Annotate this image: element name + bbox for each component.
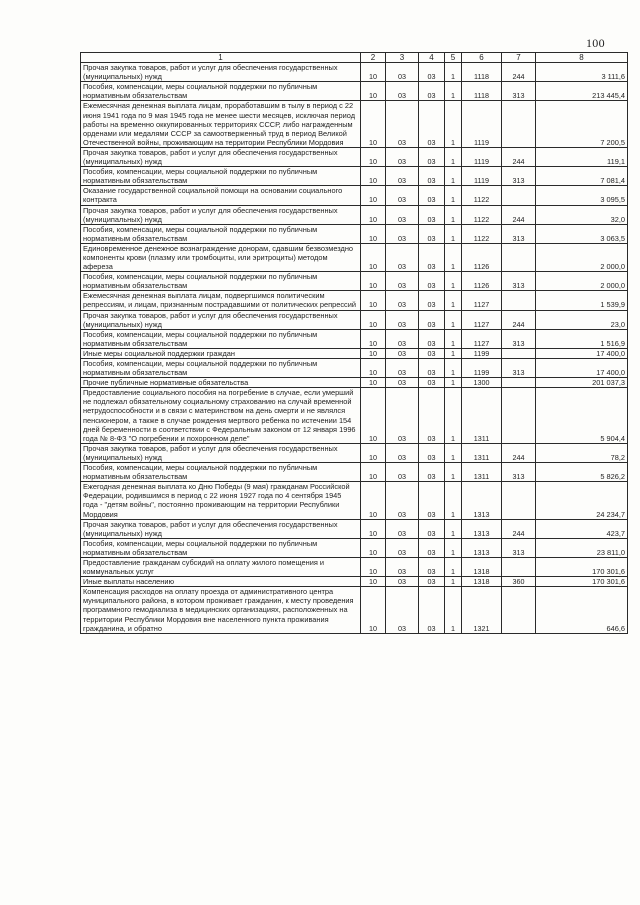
item-code: 1311 [462, 388, 502, 444]
subprogram-code: 1 [445, 186, 462, 205]
expense-type-code: 313 [502, 359, 536, 378]
subprogram-code: 1 [445, 82, 462, 101]
column-header: 8 [536, 53, 628, 63]
item-code: 1126 [462, 243, 502, 271]
item-code: 1199 [462, 359, 502, 378]
amount-value: 23,0 [536, 310, 628, 329]
subprogram-code: 1 [445, 205, 462, 224]
expense-type-code: 313 [502, 329, 536, 348]
table-row [81, 205, 628, 224]
subprogram-code: 1 [445, 224, 462, 243]
program-code: 03 [419, 557, 445, 576]
table-row [81, 272, 628, 291]
section-code: 10 [361, 329, 386, 348]
item-code: 1126 [462, 272, 502, 291]
table-row [81, 186, 628, 205]
item-code: 1127 [462, 329, 502, 348]
subsection-code: 03 [386, 359, 419, 378]
amount-value: 17 400,0 [536, 348, 628, 358]
row-description: Пособия, компенсации, меры социальной поддержки по публичным нормативным обязательствам [81, 329, 361, 348]
program-code: 03 [419, 463, 445, 482]
item-code: 1122 [462, 186, 502, 205]
subprogram-code: 1 [445, 359, 462, 378]
subprogram-code: 1 [445, 538, 462, 557]
amount-value: 3 095,5 [536, 186, 628, 205]
program-code: 03 [419, 167, 445, 186]
row-description: Пособия, компенсации, меры социальной поддержки по публичным нормативным обязательствам [81, 359, 361, 378]
expense-type-code [502, 348, 536, 358]
row-description: Предоставление социального пособия на погребение в случае, если умерший не подлежал обязательному социальному страхованию на случай временной нетрудоспособности и в связи с материнством на день смерти и не являлся пенсионером, а также в случае рождения мертвого ребенка по истечении 154 дней беременности в соответствии с Федеральным законом от 12 января 1996 года № 8-ФЗ "О погребении и похоронном деле" [81, 388, 361, 444]
subsection-code: 03 [386, 329, 419, 348]
amount-value: 7 081,4 [536, 167, 628, 186]
section-code: 10 [361, 443, 386, 462]
subsection-code: 03 [386, 348, 419, 358]
column-header: 5 [445, 53, 462, 63]
expense-type-code [502, 378, 536, 388]
item-code: 1313 [462, 538, 502, 557]
column-header: 2 [361, 53, 386, 63]
section-code: 10 [361, 577, 386, 587]
subprogram-code: 1 [445, 388, 462, 444]
row-description: Пособия, компенсации, меры социальной поддержки по публичным нормативным обязательствам [81, 224, 361, 243]
budget-table [80, 52, 628, 634]
amount-value: 23 811,0 [536, 538, 628, 557]
subsection-code: 03 [386, 482, 419, 519]
item-code: 1300 [462, 378, 502, 388]
program-code: 03 [419, 205, 445, 224]
section-code: 10 [361, 224, 386, 243]
table-row [81, 63, 628, 82]
program-code: 03 [419, 577, 445, 587]
item-code: 1127 [462, 310, 502, 329]
program-code: 03 [419, 243, 445, 271]
section-code: 10 [361, 291, 386, 310]
section-code: 10 [361, 538, 386, 557]
program-code: 03 [419, 101, 445, 147]
row-description: Ежемесячная денежная выплата лицам, проработавшим в тылу в период с 22 июня 1941 года по 9 мая 1945 года не менее шести месяцев, исключая период работы на временно оккупированных территориях СССР, либо награжденным орденами или медалями СССР за самоотверженный труд в период Великой Отечественной войны, проживающим на территории Республики Мордовия [81, 101, 361, 147]
program-code: 03 [419, 310, 445, 329]
table-row [81, 577, 628, 587]
subsection-code: 03 [386, 147, 419, 166]
subprogram-code: 1 [445, 291, 462, 310]
item-code: 1127 [462, 291, 502, 310]
row-description: Прочая закупка товаров, работ и услуг для обеспечения государственных (муниципальных) нужд [81, 443, 361, 462]
subsection-code: 03 [386, 519, 419, 538]
row-description: Прочая закупка товаров, работ и услуг для обеспечения государственных (муниципальных) нужд [81, 147, 361, 166]
expense-type-code [502, 557, 536, 576]
subsection-code: 03 [386, 224, 419, 243]
row-description: Прочие публичные нормативные обязательства [81, 378, 361, 388]
row-description: Прочая закупка товаров, работ и услуг для обеспечения государственных (муниципальных) нужд [81, 310, 361, 329]
table-row [81, 557, 628, 576]
expense-type-code: 360 [502, 577, 536, 587]
amount-value: 17 400,0 [536, 359, 628, 378]
subprogram-code: 1 [445, 443, 462, 462]
table-row [81, 329, 628, 348]
subprogram-code: 1 [445, 587, 462, 633]
section-code: 10 [361, 147, 386, 166]
subsection-code: 03 [386, 577, 419, 587]
section-code: 10 [361, 359, 386, 378]
subprogram-code: 1 [445, 243, 462, 271]
amount-value: 32,0 [536, 205, 628, 224]
row-description: Предоставление гражданам субсидий на оплату жилого помещения и коммунальных услуг [81, 557, 361, 576]
subsection-code: 03 [386, 272, 419, 291]
subprogram-code: 1 [445, 272, 462, 291]
section-code: 10 [361, 101, 386, 147]
program-code: 03 [419, 359, 445, 378]
item-code: 1313 [462, 482, 502, 519]
section-code: 10 [361, 310, 386, 329]
page-number: 100 [586, 36, 605, 50]
column-header: 1 [81, 53, 361, 63]
section-code: 10 [361, 587, 386, 633]
expense-type-code [502, 587, 536, 633]
subprogram-code: 1 [445, 101, 462, 147]
subprogram-code: 1 [445, 147, 462, 166]
subprogram-code: 1 [445, 63, 462, 82]
section-code: 10 [361, 167, 386, 186]
expense-type-code: 313 [502, 167, 536, 186]
section-code: 10 [361, 463, 386, 482]
expense-type-code: 313 [502, 463, 536, 482]
expense-type-code: 244 [502, 205, 536, 224]
section-code: 10 [361, 519, 386, 538]
subprogram-code: 1 [445, 463, 462, 482]
item-code: 1199 [462, 348, 502, 358]
expense-type-code [502, 291, 536, 310]
item-code: 1122 [462, 205, 502, 224]
section-code: 10 [361, 243, 386, 271]
item-code: 1119 [462, 101, 502, 147]
table-row [81, 348, 628, 358]
expense-type-code: 244 [502, 310, 536, 329]
column-header: 6 [462, 53, 502, 63]
section-code: 10 [361, 348, 386, 358]
section-code: 10 [361, 557, 386, 576]
subprogram-code: 1 [445, 557, 462, 576]
program-code: 03 [419, 443, 445, 462]
subsection-code: 03 [386, 167, 419, 186]
expense-type-code [502, 186, 536, 205]
expense-type-code: 244 [502, 519, 536, 538]
subprogram-code: 1 [445, 378, 462, 388]
subsection-code: 03 [386, 310, 419, 329]
row-description: Пособия, компенсации, меры социальной поддержки по публичным нормативным обязательствам [81, 82, 361, 101]
subprogram-code: 1 [445, 167, 462, 186]
expense-type-code [502, 482, 536, 519]
row-description: Пособия, компенсации, меры социальной поддержки по публичным нормативным обязательствам [81, 463, 361, 482]
row-description: Прочая закупка товаров, работ и услуг для обеспечения государственных (муниципальных) нужд [81, 63, 361, 82]
row-description: Прочая закупка товаров, работ и услуг для обеспечения государственных (муниципальных) нужд [81, 519, 361, 538]
subprogram-code: 1 [445, 519, 462, 538]
table-row [81, 388, 628, 444]
subprogram-code: 1 [445, 348, 462, 358]
amount-value: 78,2 [536, 443, 628, 462]
program-code: 03 [419, 329, 445, 348]
amount-value: 7 200,5 [536, 101, 628, 147]
subprogram-code: 1 [445, 329, 462, 348]
amount-value: 3 063,5 [536, 224, 628, 243]
amount-value: 170 301,6 [536, 577, 628, 587]
subsection-code: 03 [386, 587, 419, 633]
row-description: Ежегодная денежная выплата ко Дню Победы (9 мая) гражданам Российской Федерации, родившимся в период с 22 июня 1927 года по 4 сентября 1945 года - "детям войны", постоянно проживающим на территории Республики Мордовия [81, 482, 361, 519]
expense-type-code: 313 [502, 538, 536, 557]
amount-value: 170 301,6 [536, 557, 628, 576]
item-code: 1118 [462, 63, 502, 82]
subprogram-code: 1 [445, 310, 462, 329]
item-code: 1119 [462, 147, 502, 166]
subsection-code: 03 [386, 243, 419, 271]
table-row [81, 101, 628, 147]
program-code: 03 [419, 63, 445, 82]
expense-type-code [502, 243, 536, 271]
item-code: 1321 [462, 587, 502, 633]
column-header: 4 [419, 53, 445, 63]
program-code: 03 [419, 291, 445, 310]
item-code: 1311 [462, 463, 502, 482]
subsection-code: 03 [386, 378, 419, 388]
expense-type-code [502, 388, 536, 444]
table-row [81, 463, 628, 482]
program-code: 03 [419, 538, 445, 557]
subsection-code: 03 [386, 557, 419, 576]
subsection-code: 03 [386, 443, 419, 462]
program-code: 03 [419, 147, 445, 166]
section-code: 10 [361, 205, 386, 224]
section-code: 10 [361, 63, 386, 82]
expense-type-code: 244 [502, 147, 536, 166]
item-code: 1118 [462, 82, 502, 101]
row-description: Иные меры социальной поддержки граждан [81, 348, 361, 358]
subsection-code: 03 [386, 186, 419, 205]
section-code: 10 [361, 272, 386, 291]
table-row [81, 519, 628, 538]
table-row [81, 482, 628, 519]
column-header: 7 [502, 53, 536, 63]
expense-type-code: 244 [502, 63, 536, 82]
expense-type-code [502, 101, 536, 147]
program-code: 03 [419, 82, 445, 101]
item-code: 1311 [462, 443, 502, 462]
table-row [81, 224, 628, 243]
amount-value: 5 826,2 [536, 463, 628, 482]
table-row [81, 82, 628, 101]
section-code: 10 [361, 82, 386, 101]
program-code: 03 [419, 482, 445, 519]
item-code: 1318 [462, 557, 502, 576]
program-code: 03 [419, 378, 445, 388]
amount-value: 2 000,0 [536, 272, 628, 291]
table-row [81, 291, 628, 310]
table-row [81, 538, 628, 557]
subsection-code: 03 [386, 101, 419, 147]
row-description: Прочая закупка товаров, работ и услуг для обеспечения государственных (муниципальных) нужд [81, 205, 361, 224]
section-code: 10 [361, 388, 386, 444]
subsection-code: 03 [386, 291, 419, 310]
program-code: 03 [419, 272, 445, 291]
subprogram-code: 1 [445, 482, 462, 519]
row-description: Компенсация расходов на оплату проезда от административного центра муниципального района, в котором проживает гражданин, к месту проведения программного гемодиализа в медицинских организациях, расположенных на территории Республики Мордовия вне населенного пункта проживания гражданина, и обратно [81, 587, 361, 633]
program-code: 03 [419, 587, 445, 633]
amount-value: 646,6 [536, 587, 628, 633]
program-code: 03 [419, 186, 445, 205]
subsection-code: 03 [386, 82, 419, 101]
row-description: Пособия, компенсации, меры социальной поддержки по публичным нормативным обязательствам [81, 167, 361, 186]
expense-type-code: 313 [502, 224, 536, 243]
item-code: 1119 [462, 167, 502, 186]
amount-value: 2 000,0 [536, 243, 628, 271]
table-row [81, 378, 628, 388]
item-code: 1122 [462, 224, 502, 243]
program-code: 03 [419, 388, 445, 444]
row-description: Единовременное денежное вознаграждение донорам, сдавшим безвозмездно компоненты крови (плазму или тромбоциты, или эритроциты) методом афереза [81, 243, 361, 271]
table-row [81, 147, 628, 166]
row-description: Оказание государственной социальной помощи на основании социального контракта [81, 186, 361, 205]
amount-value: 119,1 [536, 147, 628, 166]
section-code: 10 [361, 378, 386, 388]
subsection-code: 03 [386, 538, 419, 557]
table-row [81, 443, 628, 462]
item-code: 1313 [462, 519, 502, 538]
amount-value: 24 234,7 [536, 482, 628, 519]
program-code: 03 [419, 224, 445, 243]
row-description: Ежемесячная денежная выплата лицам, подвергшимся политическим репрессиям, и лицам, признанным пострадавшими от политических репрессий [81, 291, 361, 310]
table-row [81, 587, 628, 633]
subsection-code: 03 [386, 388, 419, 444]
table-header-row [81, 53, 628, 63]
section-code: 10 [361, 186, 386, 205]
subprogram-code: 1 [445, 577, 462, 587]
program-code: 03 [419, 348, 445, 358]
amount-value: 213 445,4 [536, 82, 628, 101]
table-row [81, 243, 628, 271]
amount-value: 5 904,4 [536, 388, 628, 444]
amount-value: 201 037,3 [536, 378, 628, 388]
amount-value: 3 111,6 [536, 63, 628, 82]
row-description: Иные выплаты населению [81, 577, 361, 587]
table-row [81, 310, 628, 329]
expense-type-code: 313 [502, 82, 536, 101]
section-code: 10 [361, 482, 386, 519]
subsection-code: 03 [386, 63, 419, 82]
expense-type-code: 313 [502, 272, 536, 291]
expense-type-code: 244 [502, 443, 536, 462]
table-row [81, 359, 628, 378]
item-code: 1318 [462, 577, 502, 587]
amount-value: 1 516,9 [536, 329, 628, 348]
subsection-code: 03 [386, 463, 419, 482]
column-header: 3 [386, 53, 419, 63]
amount-value: 1 539,9 [536, 291, 628, 310]
amount-value: 423,7 [536, 519, 628, 538]
program-code: 03 [419, 519, 445, 538]
subsection-code: 03 [386, 205, 419, 224]
row-description: Пособия, компенсации, меры социальной поддержки по публичным нормативным обязательствам [81, 538, 361, 557]
table-row [81, 167, 628, 186]
row-description: Пособия, компенсации, меры социальной поддержки по публичным нормативным обязательствам [81, 272, 361, 291]
